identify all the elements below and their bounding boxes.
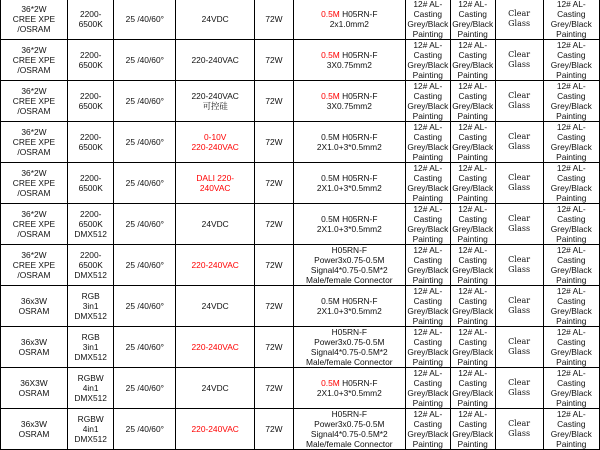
- housing-alt-cell: 12# AL- Casting Grey/Black Painting: [452, 40, 494, 80]
- table-row: [1, 163, 600, 204]
- finish-cell: 12# AL-Casting Grey/Black Painting: [543, 409, 599, 450]
- cable-cell: [293, 286, 405, 327]
- power-cell: 72W: [255, 327, 294, 368]
- cell-text: 0.5M H05RN-F 2X1.0+3*0.5mm2: [316, 132, 382, 152]
- cable-cell: [293, 81, 405, 122]
- cable-cell: [293, 0, 405, 40]
- cable-cell-text: [295, 173, 404, 193]
- cable-cell: [293, 204, 405, 245]
- housing-cell: 12# AL- Casting Grey/Black Painting: [407, 122, 449, 162]
- cell-text: H05RN-F 3X0.75mm2: [326, 91, 378, 111]
- beam-angle-cell: 25 /40/60°: [114, 204, 176, 245]
- cable-cell-text: [295, 132, 404, 152]
- beam-angle-cell: 25 /40/60°: [114, 122, 176, 163]
- led-spec-cell: 36*2W CREE XPE /OSRAM: [1, 81, 68, 122]
- cell-text: 0.5M H05RN-F 2X1.0+3*0.5mm2: [316, 296, 382, 316]
- power-cell: 72W: [255, 286, 294, 327]
- cell-text: 24VDC: [201, 301, 229, 311]
- cell-text: H05RN-F 3X0.75mm2: [326, 50, 378, 70]
- cell-text: H05RN-F 2X1.0+3*0.5mm2: [316, 378, 382, 398]
- housing-alt-cell: 12# AL- Casting Grey/Black Painting: [452, 81, 494, 121]
- housing-cell: 12# AL- Casting Grey/Black Painting: [407, 409, 449, 449]
- color-temp-cell: 2200-6500K: [67, 0, 114, 40]
- power-cell: 72W: [255, 245, 294, 286]
- cell-text: 220-240VAC: [191, 55, 239, 65]
- color-temp-cell: 2200-6500K: [67, 163, 114, 204]
- cable-cell-text: [295, 378, 404, 398]
- led-spec-cell: 36*2W CREE XPE /OSRAM: [1, 163, 68, 204]
- cable-cell: [293, 122, 405, 163]
- finish-cell: 12# AL-Casting Grey/Black Painting: [543, 163, 599, 204]
- highlighted-text: 0.5M: [321, 50, 340, 60]
- housing-alt-cell: 12# AL- Casting Grey/Black Painting: [452, 122, 494, 162]
- beam-angle-cell: 25 /40/60°: [114, 327, 176, 368]
- voltage-cell-text: [177, 301, 253, 311]
- color-temp-cell: 2200-6500K: [67, 40, 114, 81]
- lens-cell: Clear Glass: [495, 0, 543, 40]
- lens-cell: Clear Glass: [495, 163, 543, 204]
- table-row: [1, 286, 600, 327]
- power-cell: 72W: [255, 409, 294, 450]
- table-row: [1, 327, 600, 368]
- led-spec-cell: 36*2W CREE XPE /OSRAM: [1, 122, 68, 163]
- beam-angle-cell: 25 /40/60°: [114, 368, 176, 409]
- table-row: [1, 245, 600, 286]
- power-cell: 72W: [255, 81, 294, 122]
- power-cell: 72W: [255, 163, 294, 204]
- voltage-cell: [176, 286, 255, 327]
- voltage-cell-text: [177, 342, 253, 352]
- finish-cell: 12# AL-Casting Grey/Black Painting: [543, 245, 599, 286]
- power-cell: 72W: [255, 368, 294, 409]
- cell-text: 0.5M H05RN-F 2X1.0+3*0.5mm2: [316, 214, 382, 234]
- lens-cell: Clear Glass: [495, 409, 543, 450]
- voltage-cell-text: [177, 219, 253, 229]
- cell-text: 220-240VAC 可控硅: [191, 91, 239, 111]
- led-spec-cell: 36*2W CREE XPE /OSRAM: [1, 204, 68, 245]
- cable-cell: [293, 368, 405, 409]
- housing-cell: 12# AL- Casting Grey/Black Painting: [407, 286, 449, 326]
- cable-cell: [293, 409, 405, 450]
- highlighted-text: 220-240VAC: [191, 424, 239, 434]
- cable-cell-text: [295, 296, 404, 316]
- housing-cell: 12# AL- Casting Grey/Black Painting: [407, 368, 449, 408]
- voltage-cell-text: [177, 383, 253, 393]
- cell-text: H05RN-F Power3x0.75-0.5M Signal4*0.75-0.5M*2 Male/female Connector: [306, 327, 393, 367]
- color-temp-cell: RGB 3in1 DMX512: [67, 286, 114, 327]
- cell-text: H05RN-F Power3x0.75-0.5M Signal4*0.75-0.5M*2 Male/female Connector: [306, 409, 393, 449]
- housing-alt-cell: 12# AL- Casting Grey/Black Painting: [452, 204, 494, 244]
- cell-text: H05RN-F 2x1.0mm2: [329, 9, 378, 29]
- voltage-cell: [176, 204, 255, 245]
- voltage-cell: [176, 409, 255, 450]
- led-spec-cell: 36x3W OSRAM: [1, 409, 68, 450]
- table-row: [1, 122, 600, 163]
- housing-cell: 12# AL- Casting Grey/Black Painting: [407, 0, 449, 39]
- lens-cell: Clear Glass: [495, 286, 543, 327]
- table-row: [1, 409, 600, 450]
- color-temp-cell: 2200-6500K: [67, 81, 114, 122]
- housing-cell: 12# AL- Casting Grey/Black Painting: [407, 204, 449, 244]
- color-temp-cell: 2200-6500K: [67, 122, 114, 163]
- power-cell: 72W: [255, 40, 294, 81]
- housing-alt-cell: 12# AL- Casting Grey/Black Painting: [452, 163, 494, 203]
- housing-cell: 12# AL- Casting Grey/Black Painting: [407, 245, 449, 285]
- highlighted-text: 220-240VAC: [191, 260, 239, 270]
- voltage-cell-text: [177, 424, 253, 434]
- led-spec-cell: 36X3W OSRAM: [1, 368, 68, 409]
- cable-cell: [293, 163, 405, 204]
- cable-cell: [293, 245, 405, 286]
- power-cell: 72W: [255, 0, 294, 40]
- color-temp-cell: RGBW 4in1 DMX512: [67, 409, 114, 450]
- table-row: [1, 81, 600, 122]
- finish-cell: 12# AL-Casting Grey/Black Painting: [543, 327, 599, 368]
- cell-text: 24VDC: [201, 383, 229, 393]
- lens-cell: Clear Glass: [495, 81, 543, 122]
- housing-alt-cell: 12# AL- Casting Grey/Black Painting: [452, 368, 494, 408]
- voltage-cell: [176, 245, 255, 286]
- housing-cell: 12# AL- Casting Grey/Black Painting: [407, 327, 449, 367]
- led-spec-cell: 36*2W CREE XPE /OSRAM: [1, 0, 68, 40]
- voltage-cell: [176, 122, 255, 163]
- finish-cell: 12# AL-Casting Grey/Black Painting: [543, 204, 599, 245]
- cell-text: 24VDC: [201, 219, 229, 229]
- cable-cell-text: [295, 327, 404, 367]
- housing-cell: 12# AL- Casting Grey/Black Painting: [407, 81, 449, 121]
- color-temp-cell: 2200-6500K DMX512: [67, 245, 114, 286]
- beam-angle-cell: 25 /40/60°: [114, 163, 176, 204]
- finish-cell: 12# AL-Casting Grey/Black Painting: [543, 368, 599, 409]
- cell-text: H05RN-F Power3x0.75-0.5M Signal4*0.75-0.5M*2 Male/female Connector: [306, 245, 393, 285]
- table-row: [1, 0, 600, 40]
- finish-cell: 12# AL-Casting Grey/Black Painting: [543, 0, 599, 40]
- led-spec-cell: 36*2W CREE XPE /OSRAM: [1, 245, 68, 286]
- beam-angle-cell: 25 /40/60°: [114, 81, 176, 122]
- color-temp-cell: 2200-6500K DMX512: [67, 204, 114, 245]
- power-cell: 72W: [255, 204, 294, 245]
- lens-cell: Clear Glass: [495, 204, 543, 245]
- beam-angle-cell: 25 /40/60°: [114, 409, 176, 450]
- voltage-cell-text: [177, 14, 253, 24]
- cable-cell-text: [295, 9, 404, 29]
- housing-alt-cell: 12# AL- Casting Grey/Black Painting: [452, 245, 494, 285]
- voltage-cell: [176, 327, 255, 368]
- highlighted-text: 0-10V 220-240VAC: [191, 132, 239, 152]
- beam-angle-cell: 25 /40/60°: [114, 40, 176, 81]
- housing-alt-cell: 12# AL- Casting Grey/Black Painting: [452, 409, 494, 449]
- cable-cell: [293, 40, 405, 81]
- cable-cell: [293, 327, 405, 368]
- cell-text: 0.5M H05RN-F 2X1.0+3*0.5mm2: [316, 173, 382, 193]
- beam-angle-cell: 25 /40/60°: [114, 245, 176, 286]
- voltage-cell: [176, 163, 255, 204]
- voltage-cell: [176, 40, 255, 81]
- lens-cell: Clear Glass: [495, 40, 543, 81]
- lens-cell: Clear Glass: [495, 122, 543, 163]
- table-row: [1, 368, 600, 409]
- highlighted-text: DALI 220- 240VAC: [196, 173, 235, 193]
- housing-alt-cell: 12# AL- Casting Grey/Black Painting: [452, 0, 494, 39]
- housing-alt-cell: 12# AL- Casting Grey/Black Painting: [452, 286, 494, 326]
- lens-cell: Clear Glass: [495, 327, 543, 368]
- voltage-cell-text: [177, 260, 253, 270]
- lens-cell: Clear Glass: [495, 368, 543, 409]
- color-temp-cell: RGBW 4in1 DMX512: [67, 368, 114, 409]
- cell-text: 24VDC: [201, 14, 229, 24]
- voltage-cell: [176, 368, 255, 409]
- finish-cell: 12# AL-Casting Grey/Black Painting: [543, 81, 599, 122]
- highlighted-text: 220-240VAC: [191, 342, 239, 352]
- led-spec-cell: 36x3W OSRAM: [1, 286, 68, 327]
- voltage-cell-text: [177, 132, 253, 152]
- highlighted-text: 0.5M: [321, 378, 340, 388]
- power-cell: 72W: [255, 122, 294, 163]
- cable-cell-text: [295, 50, 404, 70]
- color-temp-cell: RGB 3in1 DMX512: [67, 327, 114, 368]
- housing-cell: 12# AL- Casting Grey/Black Painting: [407, 163, 449, 203]
- highlighted-text: 0.5M: [321, 91, 340, 101]
- table-row: [1, 40, 600, 81]
- led-spec-cell: 36x3W OSRAM: [1, 327, 68, 368]
- finish-cell: 12# AL-Casting Grey/Black Painting: [543, 286, 599, 327]
- voltage-cell-text: [177, 91, 253, 111]
- beam-angle-cell: 25 /40/60°: [114, 0, 176, 40]
- spec-table-body: [1, 0, 600, 450]
- voltage-cell-text: [177, 55, 253, 65]
- finish-cell: 12# AL-Casting Grey/Black Painting: [543, 122, 599, 163]
- voltage-cell: [176, 0, 255, 40]
- housing-alt-cell: 12# AL- Casting Grey/Black Painting: [452, 327, 494, 367]
- housing-cell: 12# AL- Casting Grey/Black Painting: [407, 40, 449, 80]
- lens-cell: Clear Glass: [495, 245, 543, 286]
- led-spec-cell: 36*2W CREE XPE /OSRAM: [1, 40, 68, 81]
- cable-cell-text: [295, 245, 404, 285]
- cable-cell-text: [295, 91, 404, 111]
- cable-cell-text: [295, 214, 404, 234]
- beam-angle-cell: 25 /40/60°: [114, 286, 176, 327]
- finish-cell: 12# AL-Casting Grey/Black Painting: [543, 40, 599, 81]
- highlighted-text: 0.5M: [321, 9, 340, 19]
- voltage-cell-text: [177, 173, 253, 193]
- table-row: [1, 204, 600, 245]
- cable-cell-text: [295, 409, 404, 449]
- voltage-cell: [176, 81, 255, 122]
